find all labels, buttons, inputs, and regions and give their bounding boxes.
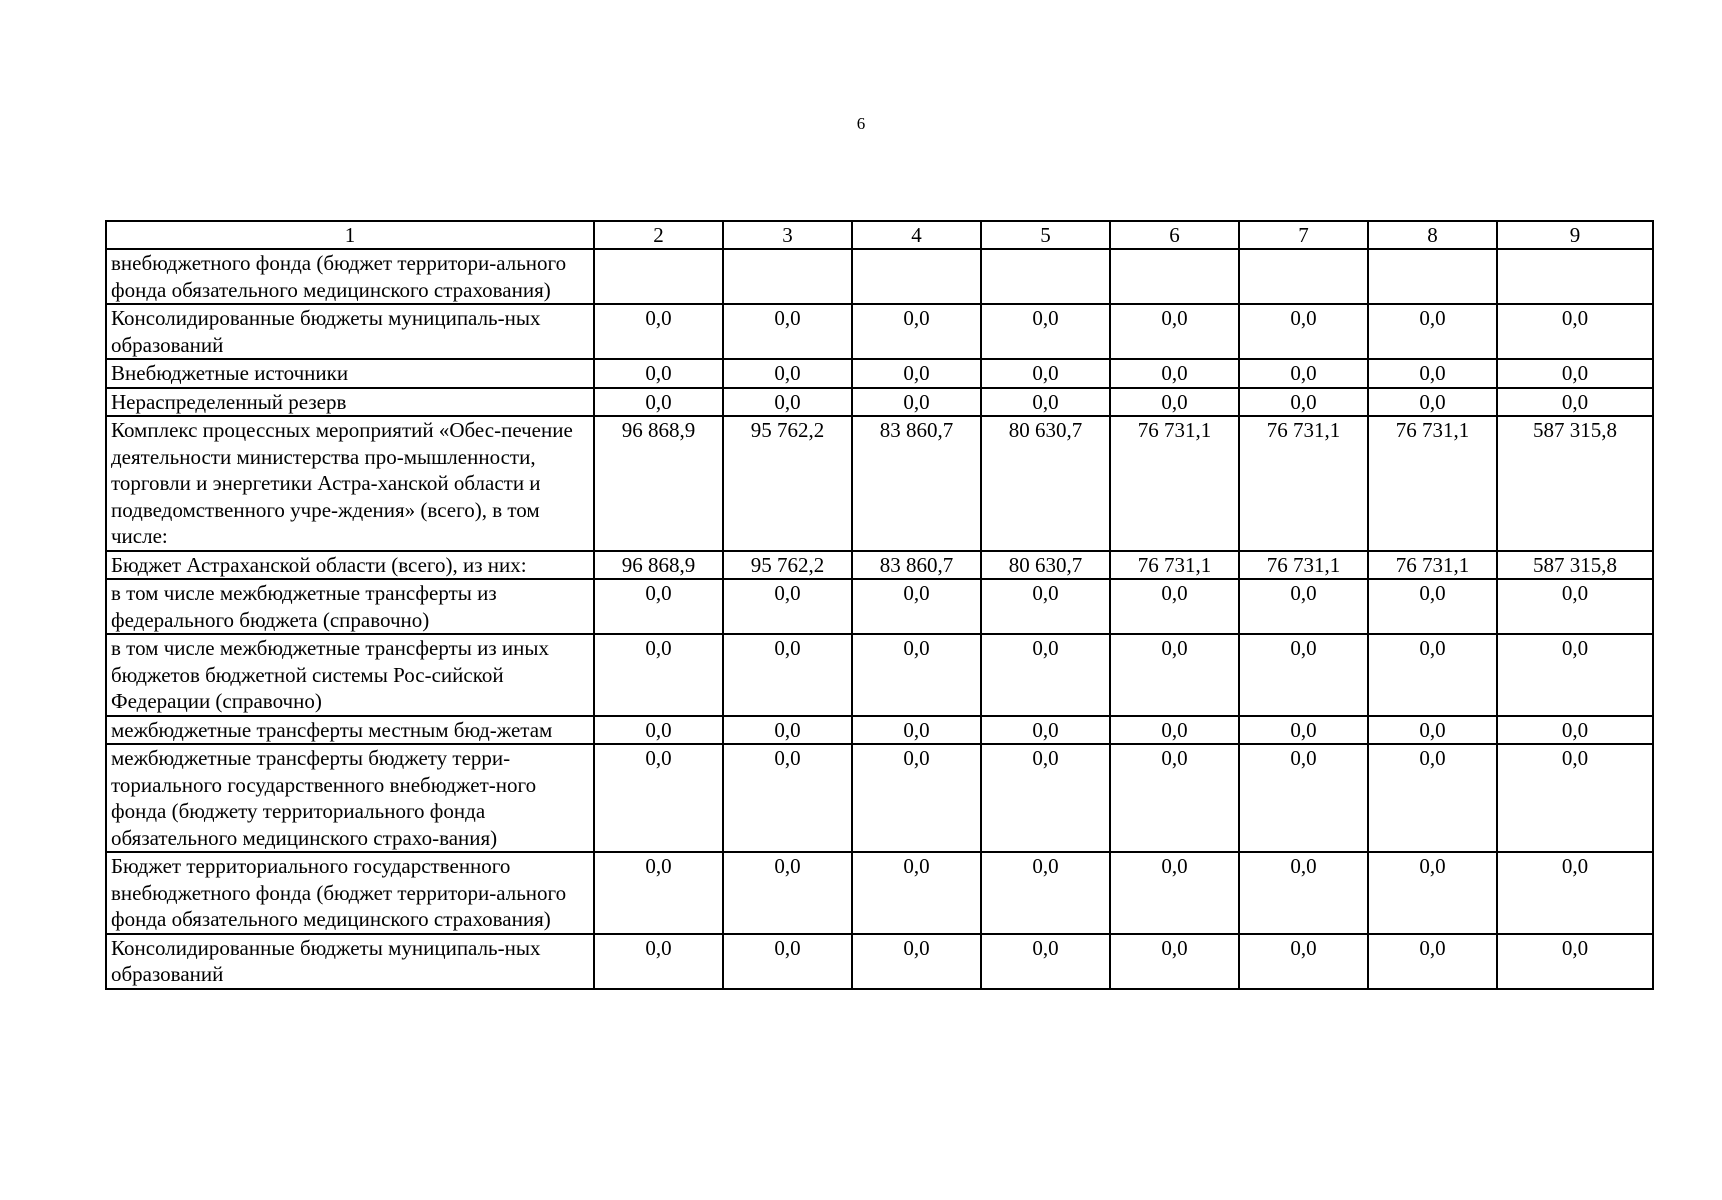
table-row: [106, 852, 1653, 934]
value-cell: 0,0: [1368, 716, 1497, 745]
header-cell: 1: [106, 221, 594, 249]
value-cell: [981, 249, 1110, 304]
value-cell: 0,0: [981, 934, 1110, 989]
table-row: [106, 934, 1653, 989]
value-cell: 0,0: [723, 716, 852, 745]
header-row: [106, 221, 1653, 249]
value-cell: 0,0: [1239, 388, 1368, 417]
value-cell: 0,0: [1497, 852, 1653, 934]
row-label: в том числе межбюджетные трансферты из федерального бюджета (справочно): [106, 579, 594, 634]
value-cell: 0,0: [594, 359, 723, 388]
value-cell: 0,0: [723, 359, 852, 388]
value-cell: 0,0: [723, 744, 852, 852]
value-cell: 587 315,8: [1497, 551, 1653, 580]
value-cell: [1110, 249, 1239, 304]
value-cell: 0,0: [1368, 852, 1497, 934]
value-cell: 96 868,9: [594, 551, 723, 580]
row-label: межбюджетные трансферты местным бюд-жетам: [106, 716, 594, 745]
value-cell: [723, 249, 852, 304]
value-cell: 0,0: [852, 359, 981, 388]
value-cell: 0,0: [1497, 304, 1653, 359]
value-cell: 587 315,8: [1497, 416, 1653, 551]
value-cell: 0,0: [852, 852, 981, 934]
value-cell: 0,0: [1497, 388, 1653, 417]
table-row: [106, 388, 1653, 417]
value-cell: 0,0: [1110, 716, 1239, 745]
value-cell: [594, 249, 723, 304]
value-cell: 0,0: [981, 744, 1110, 852]
value-cell: 0,0: [1239, 716, 1368, 745]
row-label: Внебюджетные источники: [106, 359, 594, 388]
value-cell: 0,0: [1497, 634, 1653, 716]
table-row: [106, 304, 1653, 359]
value-cell: 0,0: [594, 579, 723, 634]
value-cell: 0,0: [723, 388, 852, 417]
value-cell: 0,0: [1110, 744, 1239, 852]
header-cell: 2: [594, 221, 723, 249]
value-cell: 0,0: [1239, 359, 1368, 388]
value-cell: 0,0: [1239, 934, 1368, 989]
value-cell: 0,0: [594, 388, 723, 417]
value-cell: 80 630,7: [981, 551, 1110, 580]
value-cell: 0,0: [852, 934, 981, 989]
value-cell: 95 762,2: [723, 416, 852, 551]
value-cell: 0,0: [852, 388, 981, 417]
header-cell: 7: [1239, 221, 1368, 249]
table-row: [106, 249, 1653, 304]
row-label: Консолидированные бюджеты муниципаль-ных образований: [106, 934, 594, 989]
header-cell: 3: [723, 221, 852, 249]
value-cell: 95 762,2: [723, 551, 852, 580]
value-cell: 0,0: [1368, 934, 1497, 989]
value-cell: 0,0: [594, 716, 723, 745]
row-label: Консолидированные бюджеты муниципаль-ных образований: [106, 304, 594, 359]
value-cell: 80 630,7: [981, 416, 1110, 551]
header-cell: 8: [1368, 221, 1497, 249]
value-cell: 0,0: [1497, 744, 1653, 852]
value-cell: 0,0: [981, 359, 1110, 388]
value-cell: 76 731,1: [1110, 416, 1239, 551]
value-cell: 0,0: [981, 852, 1110, 934]
value-cell: 0,0: [981, 716, 1110, 745]
value-cell: 0,0: [1239, 852, 1368, 934]
value-cell: 0,0: [1497, 359, 1653, 388]
value-cell: 83 860,7: [852, 416, 981, 551]
table-row: [106, 634, 1653, 716]
value-cell: 0,0: [1110, 634, 1239, 716]
value-cell: 0,0: [723, 579, 852, 634]
value-cell: 0,0: [1368, 744, 1497, 852]
value-cell: 0,0: [1239, 304, 1368, 359]
value-cell: 76 731,1: [1239, 416, 1368, 551]
value-cell: [852, 249, 981, 304]
value-cell: 0,0: [1110, 388, 1239, 417]
value-cell: 0,0: [723, 852, 852, 934]
value-cell: 0,0: [1239, 744, 1368, 852]
row-label: межбюджетные трансферты бюджету терри-ториального государственного внебюджет-ного фонда (бюджету территориального фонда обязательного медицинского страхо-вания): [106, 744, 594, 852]
value-cell: 0,0: [723, 934, 852, 989]
header-cell: 4: [852, 221, 981, 249]
header-cell: 5: [981, 221, 1110, 249]
value-cell: [1239, 249, 1368, 304]
value-cell: 0,0: [981, 388, 1110, 417]
value-cell: 0,0: [1110, 304, 1239, 359]
value-cell: 0,0: [594, 852, 723, 934]
value-cell: 76 731,1: [1368, 551, 1497, 580]
value-cell: 0,0: [594, 934, 723, 989]
value-cell: 76 731,1: [1368, 416, 1497, 551]
value-cell: 0,0: [1497, 579, 1653, 634]
value-cell: [1497, 249, 1653, 304]
table-body: [106, 249, 1653, 989]
value-cell: 0,0: [1110, 359, 1239, 388]
table-row: [106, 551, 1653, 580]
table-row: [106, 359, 1653, 388]
value-cell: 76 731,1: [1110, 551, 1239, 580]
value-cell: 0,0: [594, 634, 723, 716]
budget-table: [105, 220, 1654, 990]
value-cell: 0,0: [981, 634, 1110, 716]
row-label: Бюджет Астраханской области (всего), из них:: [106, 551, 594, 580]
value-cell: 0,0: [723, 634, 852, 716]
value-cell: [1368, 249, 1497, 304]
row-label: в том числе межбюджетные трансферты из иных бюджетов бюджетной системы Рос-сийской Федерации (справочно): [106, 634, 594, 716]
row-label: Нераспределенный резерв: [106, 388, 594, 417]
value-cell: 0,0: [1368, 388, 1497, 417]
value-cell: 0,0: [852, 634, 981, 716]
value-cell: 0,0: [1110, 934, 1239, 989]
header-cell: 9: [1497, 221, 1653, 249]
value-cell: 0,0: [1110, 579, 1239, 634]
value-cell: 0,0: [981, 304, 1110, 359]
value-cell: 0,0: [1239, 634, 1368, 716]
value-cell: 83 860,7: [852, 551, 981, 580]
value-cell: 0,0: [1239, 579, 1368, 634]
value-cell: 0,0: [981, 579, 1110, 634]
value-cell: 0,0: [1368, 304, 1497, 359]
value-cell: 0,0: [1110, 852, 1239, 934]
table-row: [106, 744, 1653, 852]
value-cell: 0,0: [1368, 579, 1497, 634]
table-row: [106, 416, 1653, 551]
value-cell: 0,0: [1368, 359, 1497, 388]
table-row: [106, 579, 1653, 634]
value-cell: 0,0: [852, 716, 981, 745]
value-cell: 96 868,9: [594, 416, 723, 551]
row-label: Комплекс процессных мероприятий «Обес-печение деятельности министерства про-мышленности, торговли и энергетики Астра-ханской области и подведомственного учре-ждения» (всего), в том числе:: [106, 416, 594, 551]
row-label: внебюджетного фонда (бюджет территори-ального фонда обязательного медицинского страхования): [106, 249, 594, 304]
page-number: 6: [856, 114, 866, 133]
value-cell: 0,0: [1497, 716, 1653, 745]
value-cell: 0,0: [723, 304, 852, 359]
row-label: Бюджет территориального государственного внебюджетного фонда (бюджет территори-ального фонда обязательного медицинского страхования): [106, 852, 594, 934]
value-cell: 0,0: [594, 744, 723, 852]
value-cell: 0,0: [1368, 634, 1497, 716]
value-cell: 0,0: [852, 744, 981, 852]
header-cell: 6: [1110, 221, 1239, 249]
value-cell: 0,0: [1497, 934, 1653, 989]
value-cell: 0,0: [594, 304, 723, 359]
table-row: [106, 716, 1653, 745]
value-cell: 0,0: [852, 579, 981, 634]
value-cell: 0,0: [852, 304, 981, 359]
value-cell: 76 731,1: [1239, 551, 1368, 580]
